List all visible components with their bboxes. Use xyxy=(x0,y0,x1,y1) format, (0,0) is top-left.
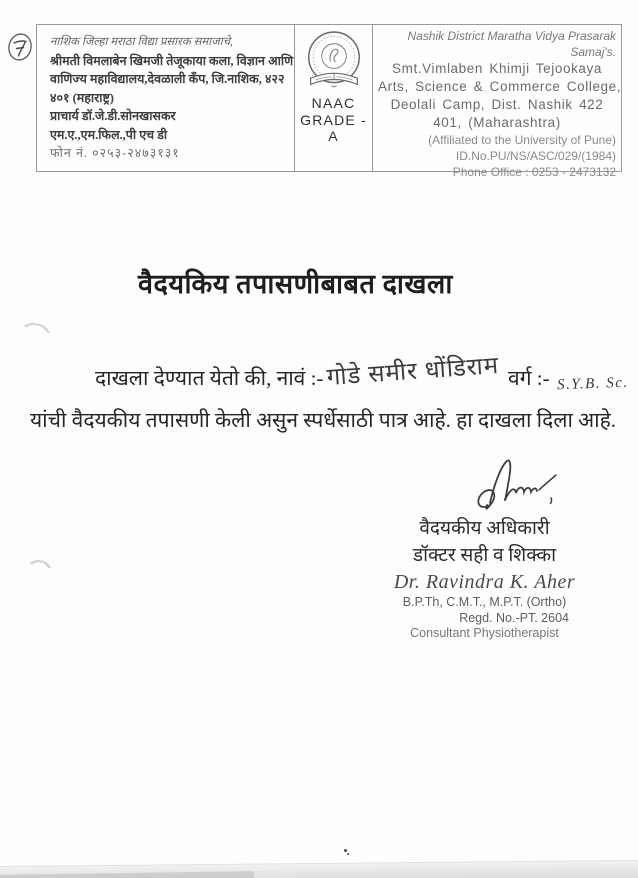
naac-grade-label: GRADE - xyxy=(300,111,367,128)
phone-office-line: Phone Office : 0253 - 2473132 xyxy=(452,165,616,179)
letterhead xyxy=(36,24,622,179)
pen-arc-mark xyxy=(16,321,54,342)
college-id-line: ID.No.PU/NS/ASC/029/(1984) xyxy=(455,149,616,163)
letterhead-line: प्राचार्य डॉ.जे.डी.सोनखासकर xyxy=(50,109,176,123)
letterhead-line: Samaj's. xyxy=(570,45,616,59)
doctor-role: Consultant Physiotherapist xyxy=(410,626,559,640)
naac-grade-label: NAAC xyxy=(311,95,356,111)
letterhead-line: Nashik District Maratha Vidya Prasarak xyxy=(407,29,616,43)
affiliation-line: (Affiliated to the University of Pune) xyxy=(428,133,616,147)
pen-arc-mark xyxy=(23,559,54,578)
letterhead-line: वाणिज्य महाविद्यालय,देवळाली कँप, जि.नाशिक, ४२२ xyxy=(50,72,285,86)
signature-block xyxy=(392,515,577,642)
college-name-line: Smt.Vimlaben Khimji Tejookaya xyxy=(392,61,602,76)
college-address-line: 401, (Maharashtra) xyxy=(433,115,561,130)
doctor-qualifications: B.P.Th, C.M.T., M.P.T. (Ortho) xyxy=(402,595,567,609)
college-name-line: Arts, Science & Commerce College, xyxy=(378,79,622,94)
letterhead-line: नाशिक जिल्हा मराठा विद्या प्रसारक समाजाचे, xyxy=(50,36,233,48)
student-name-handwritten: गोडे समीर धोंडिराम xyxy=(326,353,501,391)
class-label-text: वर्ग :- xyxy=(508,366,550,390)
page-number-mark xyxy=(7,32,33,62)
letterhead-phone: फोन नं. ०२५३-२४७३१३१ xyxy=(50,146,180,160)
college-seal-icon xyxy=(303,29,365,93)
letterhead-seal-block xyxy=(294,25,373,171)
class-handwritten: S.Y.B. Sc. xyxy=(556,374,629,394)
doctor-signature-icon xyxy=(466,455,571,517)
scan-speck xyxy=(344,849,347,852)
certificate-body-line2: यांची वैदयकीय तपासणी केली असुन स्पर्धेसाठी पात्र आहे. हा दाखला दिला आहे. xyxy=(30,408,617,432)
letterhead-english-block xyxy=(373,25,623,179)
circled-seven-icon xyxy=(7,32,33,62)
letterhead-marathi-block xyxy=(37,25,294,171)
doctor-stamp-label: डॉक्टर सही व शिक्का xyxy=(412,545,557,566)
medical-officer-label: वैदयकीय अधिकारी xyxy=(419,518,550,539)
letterhead-line: ४०१ (महाराष्ट्र) xyxy=(50,90,114,105)
doctor-registration: Regd. No.-PT. 2604 xyxy=(459,610,569,625)
letterhead-line: एम.ए.,एम.फिल.,पी एच डी xyxy=(50,127,168,142)
body-prefix-text: दाखला देण्यात येतो की, नावं :- xyxy=(95,366,324,390)
doctor-name: Dr. Ravindra K. Aher xyxy=(393,571,576,593)
scan-speck xyxy=(347,853,349,855)
college-address-line: Deolali Camp, Dist. Nashik 422 xyxy=(390,97,604,112)
certificate-title: वैदयकिय तपासणीबाबत दाखला xyxy=(138,269,453,299)
naac-grade-label: A xyxy=(328,128,339,144)
letterhead-line: श्रीमती विमलाबेन खिमजी तेजूकाया कला, विज्ञान आणि xyxy=(50,53,294,68)
certificate-body-line1 xyxy=(95,353,629,394)
